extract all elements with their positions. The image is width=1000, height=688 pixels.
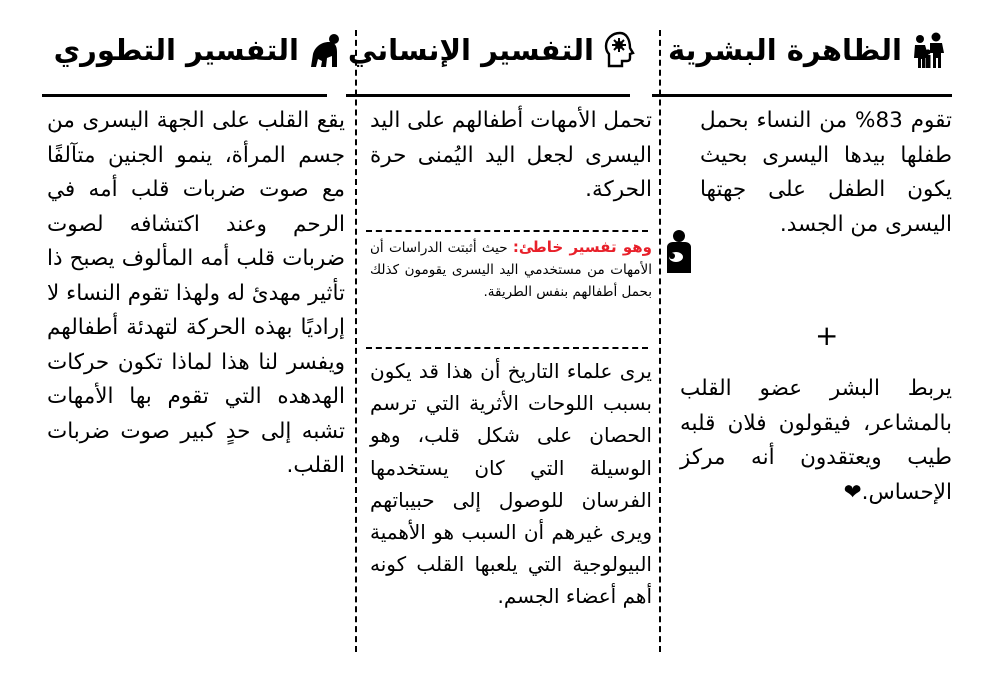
human-paragraph-2-text: يربط البشر عضو القلب بالمشاعر، فيقولون فلان قلبه طيب ويعتقدون أنه مركز الإحساس.	[680, 376, 952, 505]
correction-note	[370, 236, 652, 303]
humanist-column-header	[348, 30, 640, 70]
note-divider-top	[366, 230, 648, 232]
brain-head-icon	[600, 30, 640, 70]
woman-holding-child-icon	[663, 229, 695, 281]
humanist-header-rule	[346, 94, 630, 97]
human-column-title: الظاهرة البشرية	[667, 32, 902, 67]
note-lead: وهو تفسير خاطئ:	[512, 238, 652, 256]
human-header-rule	[652, 94, 952, 97]
plus-sign: +	[815, 319, 839, 352]
human-paragraph-1: تقوم 83% من النساء بحمل طفلها بيدها اليسرى بحيث يكون الطفل على جهتها اليسرى من الجسد.	[700, 108, 952, 237]
ape-icon	[305, 30, 345, 70]
human-paragraph-2	[680, 372, 952, 510]
humanist-column-title: التفسير الإنساني	[347, 32, 594, 67]
humanist-paragraph-1: تحمل الأمهات أطفالهم على اليد اليسرى لجعل اليد اليُمنى حرة الحركة.	[370, 108, 652, 202]
note-body: حيث أثبتت الدراسات أن الأمهات من مستخدمي اليد اليسرى يقومون كذلك بحمل أطفالهم بنفس الطريقة.	[370, 240, 652, 300]
column-divider-right	[659, 30, 661, 652]
heart-icon: ❤	[843, 479, 862, 505]
humanist-paragraph-2: يرى علماء التاريخ أن هذا قد يكون بسبب اللوحات الأثرية التي ترسم الحصان على شكل قلب، وهو الوسيلة التي كان يستخدمها الفرسان للوصول إلى حبيباتهم ويرى غيرهم أن السبب هو الأهمية البيولوجية التي يلعبها القلب كونه أهم أعضاء الجسم.	[370, 359, 652, 609]
note-divider-bottom	[366, 347, 648, 349]
evolutionary-column-header	[54, 30, 345, 70]
evolutionary-column-title: التفسير التطوري	[53, 32, 299, 67]
evolutionary-header-rule	[42, 94, 327, 97]
column-divider-left	[355, 30, 357, 652]
family-icon	[908, 30, 948, 70]
evolutionary-paragraph: يقع القلب على الجهة اليسرى من جسم المرأة، ينمو الجنين متآلفًا مع صوت ضربات قلب أمه في الرحم وعند اكتشافه لصوت ضربات قلب أمه المألوف يصبح ذا تأثير مهدئ له ولهذا تقوم النساء لا إراديًا بهذه الحركة لتهدئة أطفالهم ويفسر لنا هذا لماذا تكون حركات الهدهده التي تقوم بها الأمهات تشبه إلى حدٍ كبير صوت ضربات القلب.	[47, 108, 345, 478]
human-column-header	[668, 30, 948, 70]
